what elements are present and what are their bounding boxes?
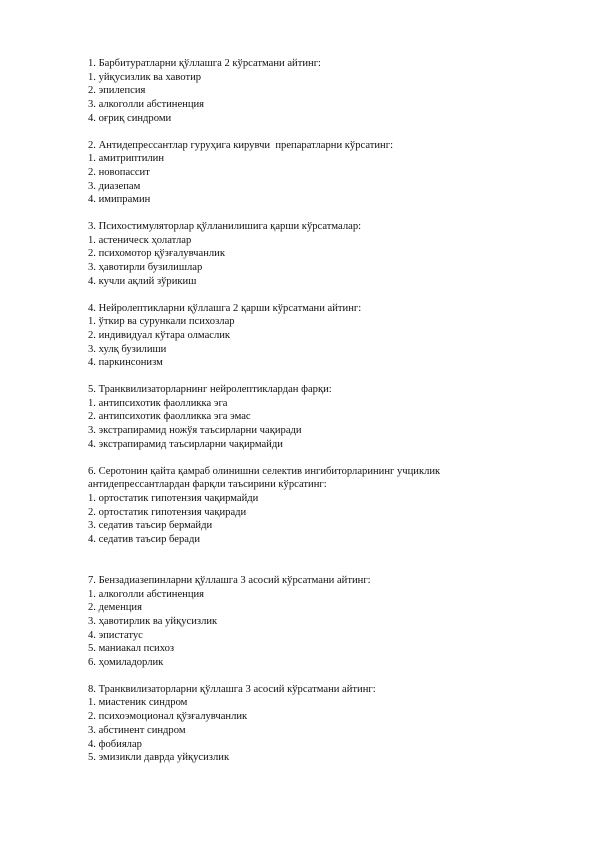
answer-option: 2. психоэмоционал қўзғалувчанлик [88,711,248,723]
answer-option: 4. эпистатус [88,629,143,641]
answer-option: 2. антипсихотик фаолликка эга эмас [88,411,251,423]
answer-option: 1. ортостатик гипотензия чақирмайди [88,492,259,504]
question-8 [88,683,528,765]
question-3 [88,220,528,289]
question-text: 7. Бензадиазепинларни қўллашга 3 асосий кўрсатмани айтинг: [88,574,371,586]
answer-option: 3. хулқ бузилиши [88,343,167,355]
answer-option: 3. абстинент синдром [88,724,186,736]
answer-option: 5. маниакал психоз [88,643,175,655]
answer-option: 2. индивидуал кўтара олмаслик [88,329,231,341]
question-6 [88,465,528,547]
question-4 [88,302,528,371]
answer-option: 3. ҳавотирлик ва уйқусизлик [88,615,218,627]
question-1 [88,57,528,126]
answer-option: 1. алкоголли абстиненция [88,588,205,600]
answer-option: 4. кучли ақлий зўрикиш [88,275,197,287]
answer-option: 6. ҳомиладорлик [88,657,164,669]
answer-option: 2. новопассит [88,166,150,178]
question-5 [88,383,528,452]
answer-option: 4. оғриқ синдроми [88,112,172,124]
question-text: 2. Антидепрессантлар гуруҳига кирувчи препаратларни кўрсатинг: [88,139,394,151]
answer-option: 2. эпилепсия [88,85,146,97]
answer-option: 3. ҳавотирли бузилишлар [88,262,203,274]
answer-option: 1. амитриптилин [88,153,164,165]
question-text: 3. Психостимуляторлар қўлланилишига қарши кўрсатмалар: [88,221,362,233]
answer-option: 1. астеническ ҳолатлар [88,234,192,246]
answer-option: 4. паркинсонизм [88,357,163,369]
answer-option: 3. экстрапирамид ножўя таъсирларни чақиради [88,425,302,437]
answer-option: 2. психомотор қўзғалувчанлик [88,248,225,260]
answer-option: 1. антипсихотик фаолликка эга [88,397,228,409]
question-7 [88,574,528,670]
answer-option: 1. ўткир ва сурункали психозлар [88,316,235,328]
answer-option: 1. уйқусизлик ва хавотир [88,71,202,83]
question-2 [88,139,528,208]
question-text: 8. Транквилизаторларни қўллашга 3 асосий кўрсатмани айтинг: [88,683,376,695]
answer-option: 3. диазепам [88,180,141,192]
question-text: 1. Барбитуратларни қўллашга 2 кўрсатмани айтинг: [88,58,321,69]
answer-option: 4. фобиялар [88,738,142,750]
question-text: 5. Транквилизаторларнинг нейролептиклардан фарқи: [88,384,332,396]
question-text: 6. Серотонин қайта қамраб олинишни селектив ингибиторларининг учциклик антидепрессантлардан фарқли таъсирини кўрсатинг: [88,465,443,491]
answer-option: 4. экстрапирамид таъсирларни чақирмайди [88,438,283,450]
answer-option: 3. алкоголли абстиненция [88,99,205,111]
answer-option: 2. ортостатик гипотензия чақиради [88,506,247,518]
question-list [88,57,528,778]
answer-option: 4. седатив таъсир беради [88,534,201,546]
answer-option: 4. имипрамин [88,194,151,206]
question-text: 4. Нейролептикларни қўллашга 2 қарши кўрсатмани айтинг: [88,302,362,314]
answer-option: 2. деменция [88,602,142,614]
answer-option: 1. миастеник синдром [88,697,188,709]
answer-option: 3. седатив таъсир бермайди [88,520,213,532]
answer-option: 5. эмизикли даврда уйқусизлик [88,752,230,764]
